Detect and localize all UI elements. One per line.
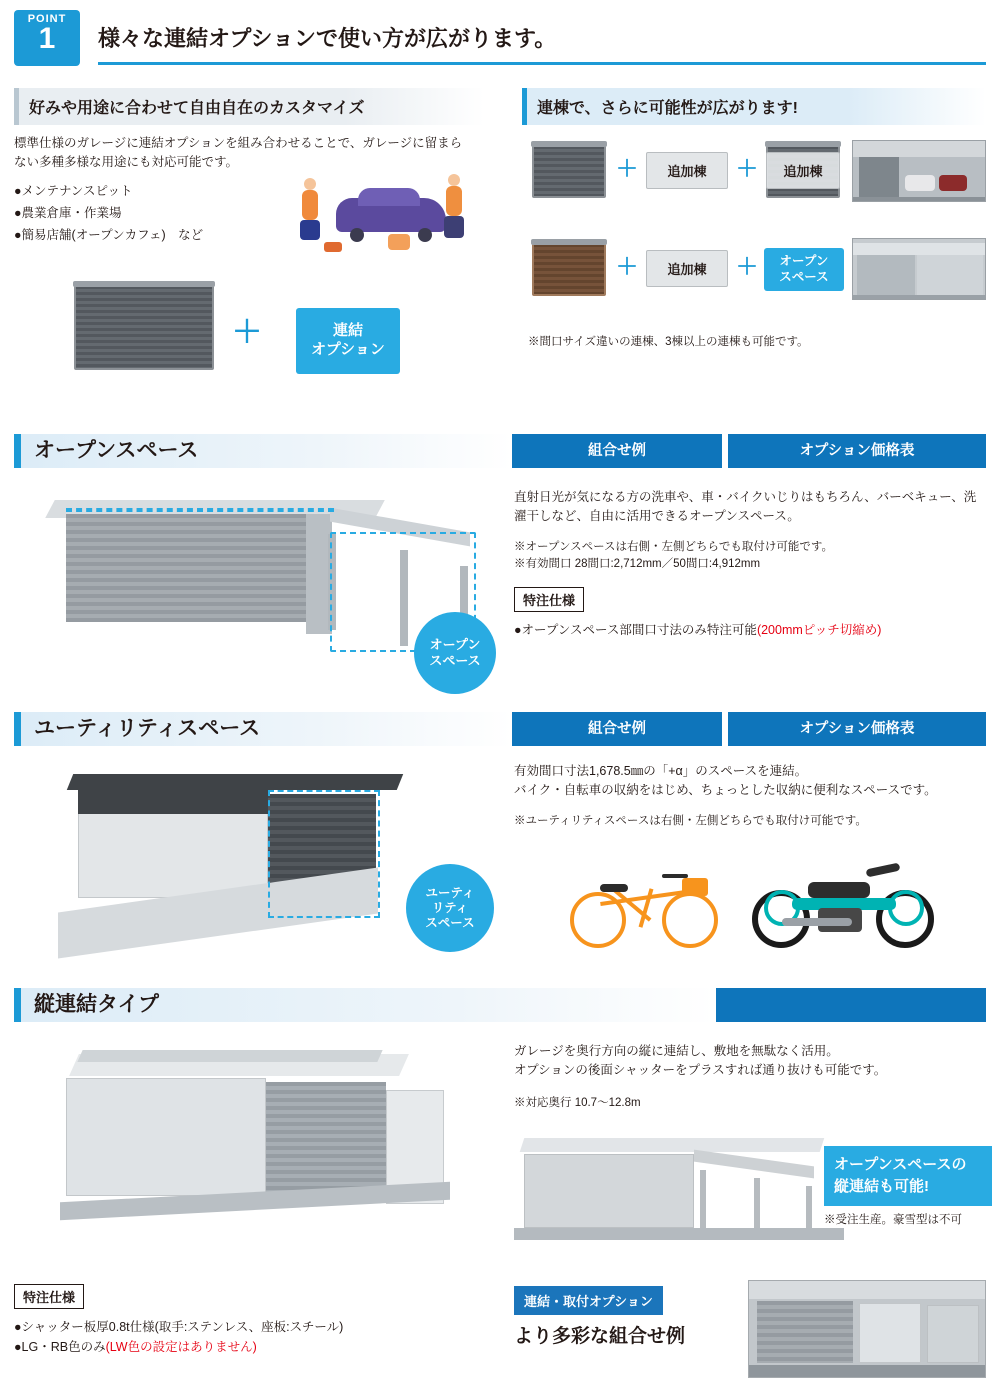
plus-sign: ＋ [616,156,639,181]
utility-circle-line1: ユーティ [425,885,475,900]
motorcycle-illustration [748,856,948,952]
section-bar-vertical [14,988,986,1022]
renketsu-row-2 [528,238,986,304]
vertical-note: ※対応奥行 10.7〜12.8m [514,1096,641,1109]
renketsu-row-1 [528,140,986,202]
point-header [14,10,986,66]
plus-sign: ＋ [616,254,639,279]
additional-unit-chip: 追加棟 [766,152,840,189]
section-bar-utility-space [14,712,986,746]
renketsu-option-chip-line2: オプション [311,341,385,358]
page-title: 様々な連結オプションで使い方が広がります。 [98,26,557,51]
bullet-item: ●簡易店舗(オープンカフェ) など [14,227,204,242]
utility-note: ※ユーティリティスペースは右側・左側どちらでも取付け可能です。 [514,814,867,827]
open-space-spec-text-red: (200mmピッチ切縮め) [756,623,882,638]
vertical-callout [824,1146,992,1206]
footer-line-2: ●LG・RB色のみ [14,1340,106,1354]
utility-space-circle-badge [406,864,494,952]
bullet-item: ●農業倉庫・作業場 [14,205,122,220]
footer-tag: 連結・取付オプション [514,1286,663,1315]
open-space-chip [764,248,844,291]
section-title-open-space: オープンスペース [34,439,199,462]
renketsu-option-chip [296,308,400,374]
renketsu-photo-2 [852,238,986,300]
tab-combination-example[interactable]: 組合せ例 [512,712,722,746]
renketsu-heading: 連棟で、さらに可能性が広がります! [522,88,986,125]
vertical-callout-note: ※受注生産。豪雪型は不可 [824,1214,962,1226]
vertical-lead-1: ガレージを奥行方向の縦に連結し、敷地を無駄なく活用。 [514,1044,839,1058]
point-badge-word: POINT [27,13,67,25]
vertical-type-illustration [40,1034,480,1234]
open-space-circle-line1: オープン [429,637,481,653]
section-title-utility-space: ユーティリティスペース [34,717,261,740]
header-rule [98,62,986,65]
renketsu-panel [522,88,986,125]
renketsu-photo-1 [852,140,986,202]
vertical-callout-line2: 縦連結も可能! [834,1177,929,1195]
point-badge [14,10,80,66]
bicycle-illustration [566,862,736,952]
footer-photo [748,1280,986,1378]
open-space-chip-line1: オープン [779,254,829,268]
renketsu-note: ※間口サイズ違いの連棟、3棟以上の連棟も可能です。 [528,336,809,348]
open-space-chip-line2: スペース [779,269,829,284]
renketsu-option-chip-line1: 連結 [332,322,363,340]
open-space-circle-badge [414,612,496,694]
plus-sign: ＋ [736,156,759,181]
vertical-callout-line1: オープンスペースの [834,1156,967,1173]
point-badge-number: 1 [38,22,56,55]
tab-option-price-list[interactable]: オプション価格表 [728,712,986,746]
additional-unit-chip: 追加棟 [646,152,728,189]
utility-space-text [514,762,986,830]
open-space-note-1: ※オープンスペースは右側・左側どちらでも取付け可能です。 [514,540,834,553]
plus-sign: ＋ [232,316,262,349]
footer-headline: より多彩な組合せ例 [514,1326,686,1347]
open-space-spec-label: 特注仕様 [514,587,584,612]
section-title-vertical: 縦連結タイプ [34,993,159,1016]
workshop-illustration [288,170,488,260]
open-space-spec-text: ●オープンスペース部間口寸法のみ特注可能 [514,623,757,638]
utility-circle-line3: スペース [425,915,475,930]
garage-illustration-standard [74,278,214,370]
customize-body: 標準仕様のガレージに連結オプションを組み合わせることで、ガレージに留まらない多種多様な用途にも対応可能です。 [14,136,463,170]
bullet-item: ●メンテナンスピット [14,183,133,198]
plus-sign: ＋ [736,254,759,279]
footer-spec [14,1284,484,1355]
footer-line-2-red: (LW色の設定はありません) [105,1340,257,1354]
open-space-circle-line2: スペース [429,653,481,668]
customize-heading: 好みや用途に合わせて自由自在のカスタマイズ [14,88,484,125]
open-space-lead: 直射日光が気になる方の洗車や、車・バイクいじりはもちろん、バーベキュー、洗濯干しなど、自由に活用できるオープンスペース。 [514,490,977,524]
utility-circle-line2: リティ [431,900,469,915]
open-space-note-2: ※有効間口 28間口:2,712mm／50間口:4,912mm [514,558,761,570]
additional-unit-chip: 追加棟 [646,250,728,287]
utility-lead-1: 有効間口寸法1,678.5㎜の「+α」のスペースを連結。 [514,764,808,778]
open-space-text [514,488,986,638]
footer-line-1: ●シャッター板厚0.8t仕様(取手:ステンレス、座板:スチール) [14,1320,344,1334]
utility-lead-2: バイク・自転車の収納をはじめ、ちょっとした収納に便利なスペースです。 [514,783,937,798]
vertical-lead-2: オプションの後面シャッターをプラスすれば通り抜けも可能です。 [514,1063,887,1078]
section-bar-open-space [14,434,986,468]
vertical-text [514,1042,986,1112]
footer-spec-label: 特注仕様 [14,1284,84,1309]
tab-combination-example[interactable]: 組合せ例 [512,434,722,468]
tab-option-price-list[interactable]: オプション価格表 [728,434,986,468]
vertical-open-space-photo [514,1128,844,1248]
